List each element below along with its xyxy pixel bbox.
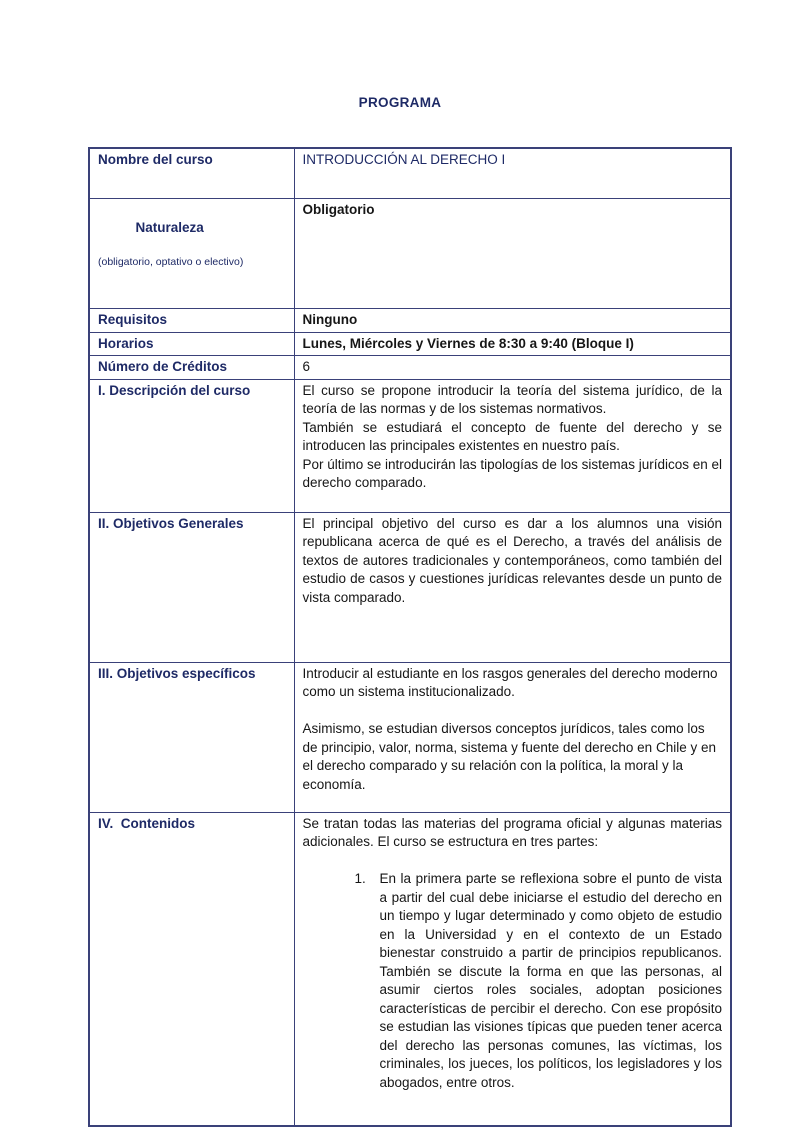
table-row-contenidos xyxy=(89,812,731,1126)
row-label-objetivos-especificos: III. Objetivos específicos xyxy=(89,662,294,812)
row-body-contenidos xyxy=(294,812,731,1126)
row-label-naturaleza xyxy=(89,198,294,309)
paragraph: También se estudiará el concepto de fuente del derecho y se introducen las principales existentes en nuestro país. xyxy=(302,419,722,453)
table-row-creditos xyxy=(89,356,731,380)
row-label-horarios: Horarios xyxy=(89,332,294,356)
table-row-requisitos xyxy=(89,309,731,333)
row-body-objetivos-generales xyxy=(294,512,731,662)
row-body-objetivos-especificos xyxy=(294,662,731,812)
row-body-descripcion xyxy=(294,379,731,512)
list-text: En la primera parte se reflexiona sobre el punto de vista a partir del cual debe iniciarse el estudio del derecho en un tiempo y lugar determinado y como objeto de estudio en la Universidad y en el contexto de un Estado bienestar construido a partir de principios republicanos. También se discute la forma en que las personas, al asumir ciertos roles sociales, adoptan posiciones características de percibir el derecho. Con ese propósito se estudian las visiones típicas que pueden tener acerca del derecho las personas comunes, las víctimas, los criminales, los jueces, los políticos, los legisladores y los abogados, entre otros. xyxy=(379,871,722,1090)
row-label-requisitos: Requisitos xyxy=(89,309,294,333)
row-sublabel: (obligatorio, optativo o electivo) xyxy=(98,256,244,268)
row-value-creditos: 6 xyxy=(294,356,731,380)
row-label-creditos: Número de Créditos xyxy=(89,356,294,380)
paragraph: Asimismo, se estudian diversos conceptos jurídicos, tales como los de principio, valor, norma, sistema y fuente del derecho en Chile y en el derecho comparado y su relación con la política, la moral y la economía. xyxy=(302,721,716,792)
table-row-objetivos-generales xyxy=(89,512,731,662)
paragraph: El curso se propone introducir la teoría del sistema jurídico, de la teoría de las normas y de los sistemas normativos. xyxy=(302,382,722,416)
table-row-nombre xyxy=(89,148,731,198)
paragraph: Se tratan todas las materias del programa oficial y algunas materias adicionales. El curso se estructura en tres partes: xyxy=(302,815,722,849)
list-item xyxy=(355,870,723,1092)
row-label-objetivos-generales: II. Objetivos Generales xyxy=(89,512,294,662)
row-value-nombre: INTRODUCCIÓN AL DERECHO I xyxy=(294,148,731,198)
table-row-horarios xyxy=(89,332,731,356)
page-title: PROGRAMA xyxy=(358,95,442,110)
row-label-nombre: Nombre del curso xyxy=(89,148,294,198)
paragraph: Por último se introducirán las tipologías de los sistemas jurídicos en el derecho comparado. xyxy=(302,456,722,490)
row-label-descripcion: I. Descripción del curso xyxy=(89,379,294,512)
row-value-naturaleza: Obligatorio xyxy=(294,198,731,309)
table-row-objetivos-especificos xyxy=(89,662,731,812)
table-row-naturaleza xyxy=(89,198,731,309)
row-value-horarios: Lunes, Miércoles y Viernes de 8:30 a 9:40 (Bloque I) xyxy=(294,332,731,356)
row-value-requisitos: Ninguno xyxy=(294,309,731,333)
list-number: 1. xyxy=(354,871,366,886)
table-row-descripcion xyxy=(89,379,731,512)
paragraph: El principal objetivo del curso es dar a los alumnos una visión republicana acerca de qué es el Derecho, a través del análisis de textos de autores tradicionales y contemporáneos, como también del estudio de casos y cuestiones jurídicas relevantes desde un punto de vista comparado. xyxy=(302,515,722,605)
program-table xyxy=(88,147,732,1127)
paragraph: Introducir al estudiante en los rasgos generales del derecho moderno como un sistema institucionalizado. xyxy=(302,665,718,699)
row-label-text: Naturaleza xyxy=(135,220,204,235)
row-label-contenidos: IV. Contenidos xyxy=(89,812,294,1126)
